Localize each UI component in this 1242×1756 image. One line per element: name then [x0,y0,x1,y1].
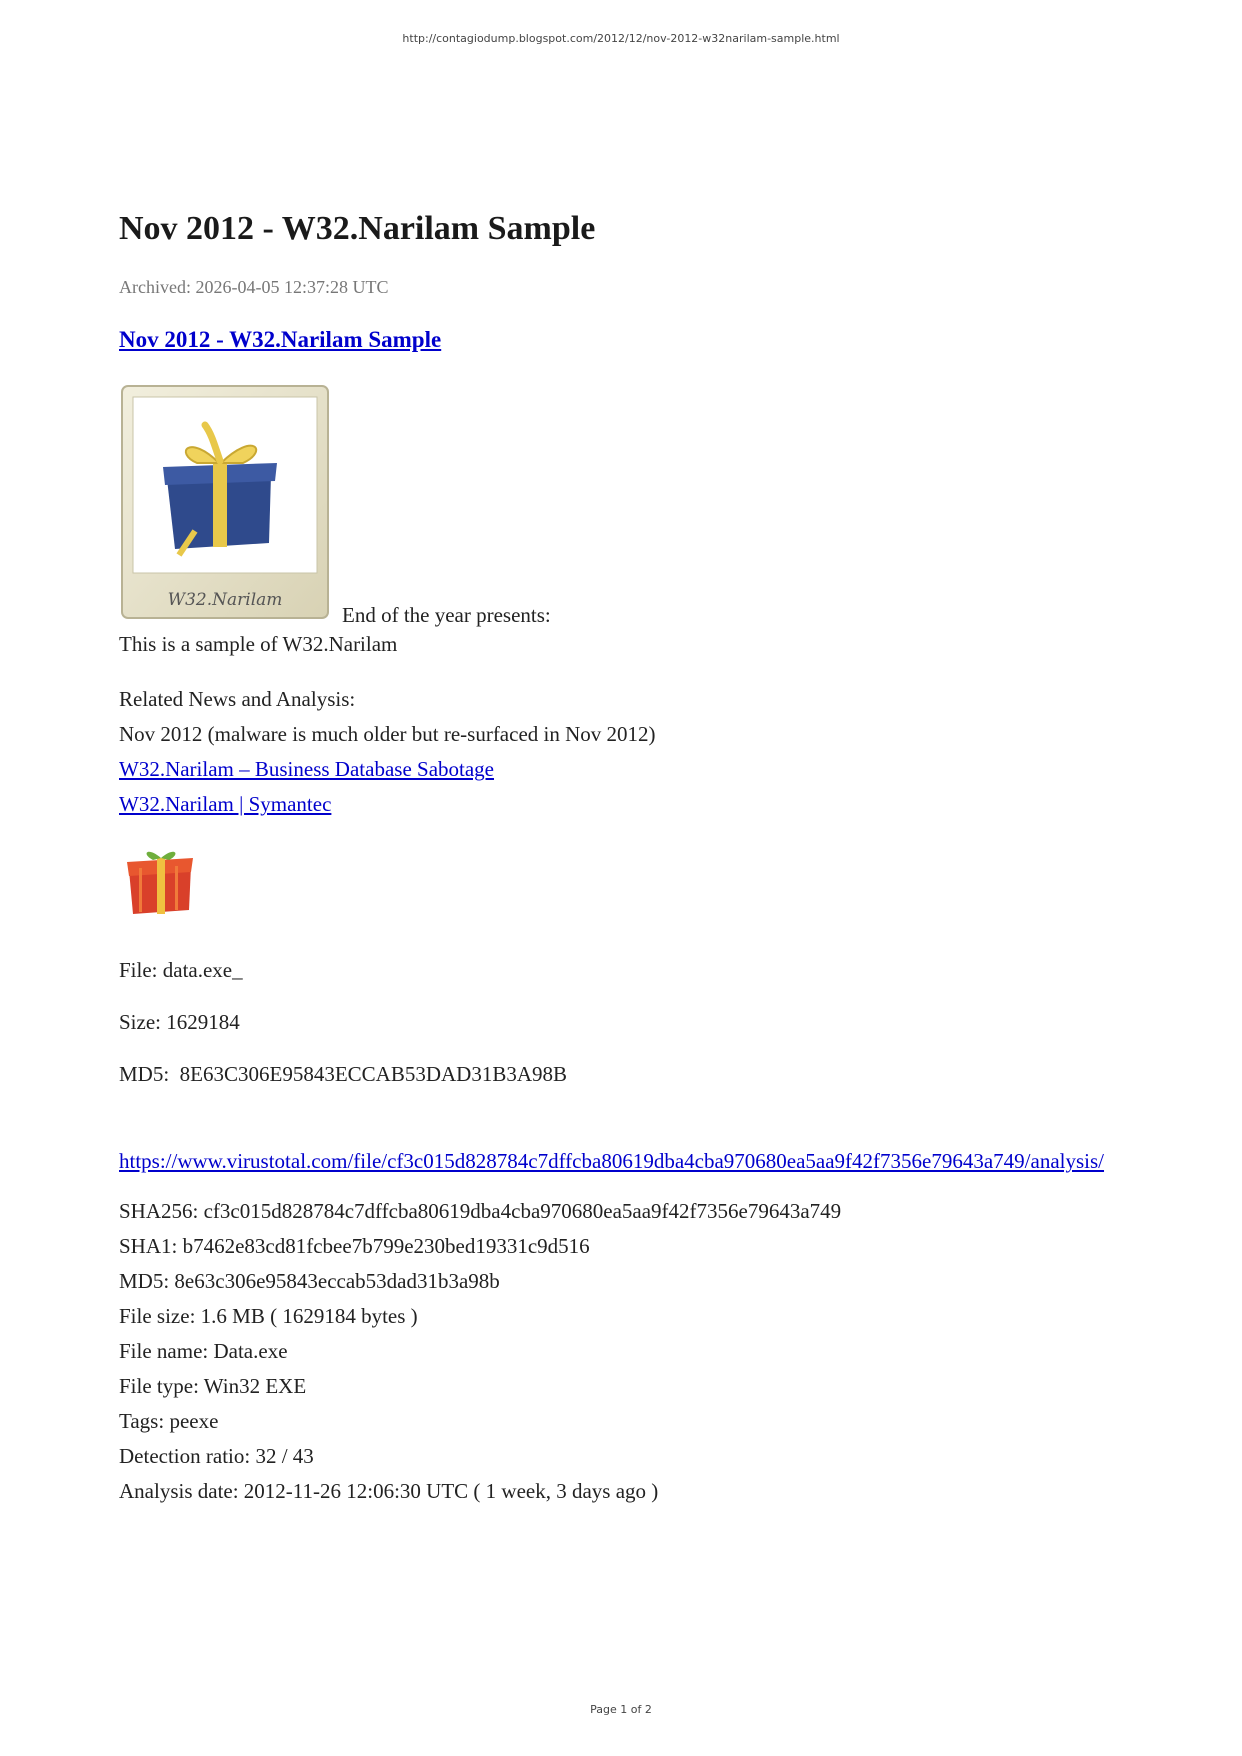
archived-timestamp: Archived: 2026-04-05 12:37:28 UTC [119,277,389,298]
small-gift-image [119,846,201,920]
file-name-line: File: data.exe_ [119,958,243,983]
vt-tags-line: Tags: peexe [119,1409,219,1434]
w32-narilam-gift-image [119,383,331,621]
sha1-line: SHA1: b7462e83cd81fcbee7b799e230bed19331c9d516 [119,1234,590,1259]
page-url: http://contagiodump.blogspot.com/2012/12/nov-2012-w32narilam-sample.html [402,32,840,45]
post-content [119,210,1159,1509]
analysis-date-line: Analysis date: 2012-11-26 12:06:30 UTC ( 1 week, 3 days ago ) [119,1479,659,1504]
intro-text: End of the year presents: [342,603,551,628]
vt-file-type-line: File type: Win32 EXE [119,1374,307,1399]
sample-line: This is a sample of W32.Narilam [119,632,398,657]
file-size-line: Size: 1629184 [119,1010,240,1035]
related-link-symantec[interactable]: W32.Narilam | Symantec [119,792,332,817]
md5-line: MD5: 8e63c306e95843eccab53dad31b3a98b [119,1269,500,1294]
sha256-line: SHA256: cf3c015d828784c7dffcba80619dba4cba970680ea5aa9f42f7356e79643a749 [119,1199,842,1224]
image-caption: W32.Narilam [167,590,283,611]
vt-file-name-line: File name: Data.exe [119,1339,288,1364]
page-number: Page 1 of 2 [590,1703,652,1716]
file-md5-line: MD5: 8E63C306E95843ECCAB53DAD31B3A98B [119,1062,568,1087]
post-title-link[interactable]: Nov 2012 - W32.Narilam Sample [119,327,442,353]
related-link-business-sabotage[interactable]: W32.Narilam – Business Database Sabotage [119,757,494,782]
virustotal-link[interactable]: https://www.virustotal.com/file/cf3c015d828784c7dffcba80619dba4cba970680ea5aa9f42f7356e79643a749/analysis/ [119,1149,1105,1174]
vt-file-size-line: File size: 1.6 MB ( 1629184 bytes ) [119,1304,418,1329]
related-heading: Related News and Analysis: [119,687,356,712]
related-note: Nov 2012 (malware is much older but re-surfaced in Nov 2012) [119,722,656,747]
detection-ratio-line: Detection ratio: 32 / 43 [119,1444,314,1469]
intro-block [119,383,1159,627]
page-title: Nov 2012 - W32.Narilam Sample [119,210,596,247]
